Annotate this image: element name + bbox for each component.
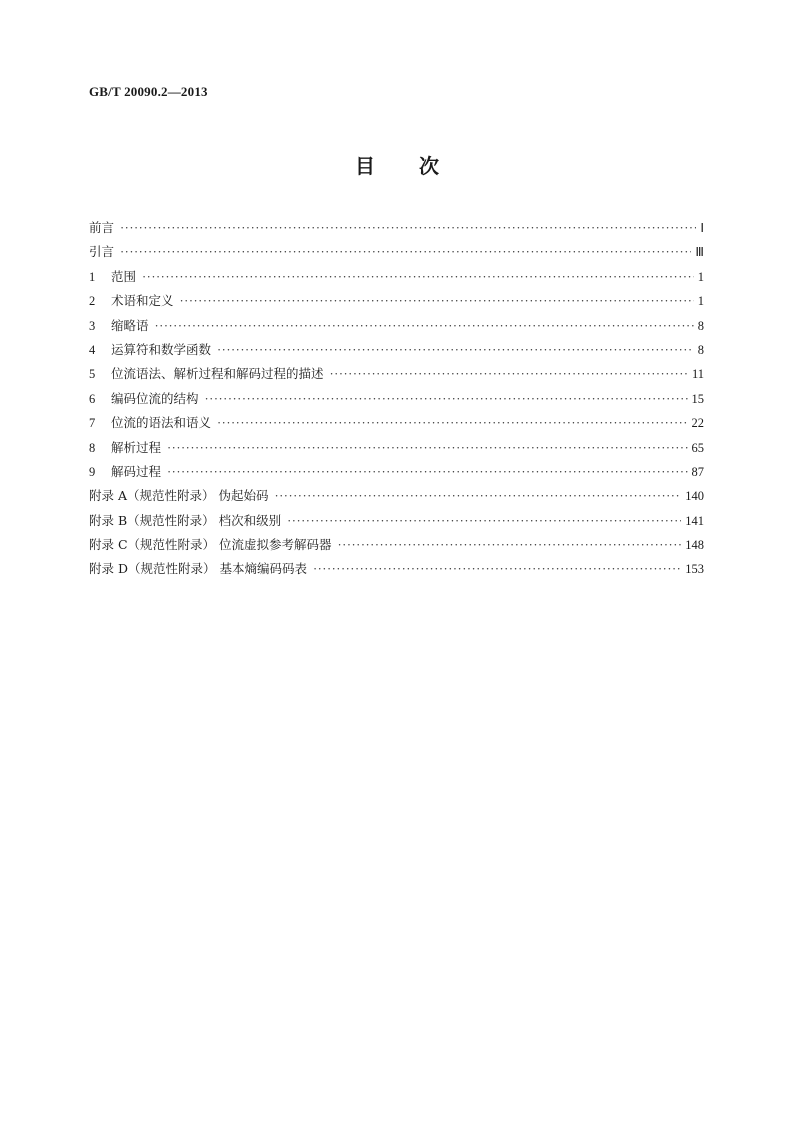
toc-entry-title: 解析过程: [111, 439, 162, 455]
toc-entry-annex-b[interactable]: [89, 509, 704, 533]
toc-entry-page: 141: [685, 513, 704, 528]
toc-entry-title: 解码过程: [111, 463, 162, 479]
toc-entry-number: 2: [89, 294, 96, 309]
toc-entry-title: 附录 B（规范性附录） 档次和级别: [89, 512, 282, 528]
toc-leader-dots: [313, 557, 681, 581]
toc-entry-number: 5: [89, 367, 96, 382]
toc-entry-number: 1: [89, 269, 96, 284]
toc-entry-3[interactable]: [89, 314, 704, 338]
toc-entry-title: 术语和定义: [111, 293, 174, 309]
toc-entry-page: Ⅰ: [700, 221, 704, 235]
toc-leader-dots: [120, 216, 696, 240]
toc-leader-dots: [217, 411, 687, 435]
toc-entry-page: 87: [691, 464, 704, 479]
toc-entry-8[interactable]: [89, 436, 704, 460]
toc-entry-number: 7: [89, 416, 96, 431]
toc-entry-number: 8: [89, 440, 96, 455]
toc-entry-page: 8: [697, 342, 704, 357]
toc-entry-page: 153: [685, 562, 704, 577]
toc-entry-title: 运算符和数学函数: [111, 341, 212, 357]
toc-entry-page: 148: [685, 538, 704, 553]
document-code: GB/T 20090.2—2013: [89, 84, 208, 99]
toc-leader-dots: [167, 460, 687, 484]
toc-entry-page: 22: [691, 416, 704, 431]
toc-entry-title: 附录 D（规范性附录） 基本熵编码码表: [89, 561, 307, 577]
toc-entry-page: 1: [697, 294, 704, 309]
toc-entry-annex-c[interactable]: [89, 533, 704, 557]
toc-entry-2[interactable]: [89, 289, 704, 313]
toc-entry-1[interactable]: [89, 265, 704, 289]
toc-entry-6[interactable]: [89, 387, 704, 411]
toc-entry-page: 15: [691, 391, 704, 406]
toc-entry-number: 9: [89, 464, 96, 479]
toc-entry-page: 1: [697, 269, 704, 284]
page-title: 目次: [355, 154, 483, 178]
toc-entry-title: 位流的语法和语义: [111, 415, 212, 431]
toc-entry-5[interactable]: [89, 362, 704, 386]
toc-leader-dots: [274, 484, 681, 508]
toc-entry-title: 范围: [111, 268, 137, 284]
toc-leader-dots: [155, 314, 694, 338]
toc-entry-4[interactable]: [89, 338, 704, 362]
toc-entry-title: 附录 C（规范性附录） 位流虚拟参考解码器: [89, 537, 332, 553]
toc-entry-page: 8: [697, 318, 704, 333]
toc-entry-annex-a[interactable]: [89, 484, 704, 508]
toc-entry-foreword[interactable]: [89, 216, 704, 240]
toc-entry-title: 缩略语: [111, 317, 149, 333]
toc-leader-dots: [167, 436, 687, 460]
toc-entry-annex-d[interactable]: [89, 557, 704, 581]
toc-leader-dots: [217, 338, 694, 362]
toc-entry-title: 前言: [89, 220, 115, 235]
toc-entry-title: 编码位流的结构: [111, 390, 199, 406]
toc-entry-title: 附录 A（规范性附录） 伪起始码: [89, 488, 269, 504]
toc-entry-number: 4: [89, 342, 96, 357]
toc-leader-dots: [180, 289, 694, 313]
toc-leader-dots: [142, 265, 694, 289]
toc-entry-title: 位流语法、解析过程和解码过程的描述: [111, 366, 324, 382]
toc-entry-9[interactable]: [89, 460, 704, 484]
toc-entry-page: 11: [691, 367, 704, 382]
toc-entry-page: Ⅲ: [695, 245, 704, 260]
toc-leader-dots: [330, 362, 688, 386]
toc-entry-7[interactable]: [89, 411, 704, 435]
toc-entry-page: 140: [685, 489, 704, 504]
toc-entry-number: 6: [89, 391, 96, 406]
toc-entry-title: 引言: [89, 244, 115, 260]
toc-leader-dots: [287, 509, 681, 533]
toc-entry-page: 65: [691, 440, 704, 455]
toc-leader-dots: [205, 387, 688, 411]
table-of-contents: [89, 216, 704, 582]
toc-entry-number: 3: [89, 318, 96, 333]
toc-entry-introduction[interactable]: [89, 240, 704, 264]
toc-leader-dots: [338, 533, 682, 557]
toc-leader-dots: [120, 240, 691, 264]
